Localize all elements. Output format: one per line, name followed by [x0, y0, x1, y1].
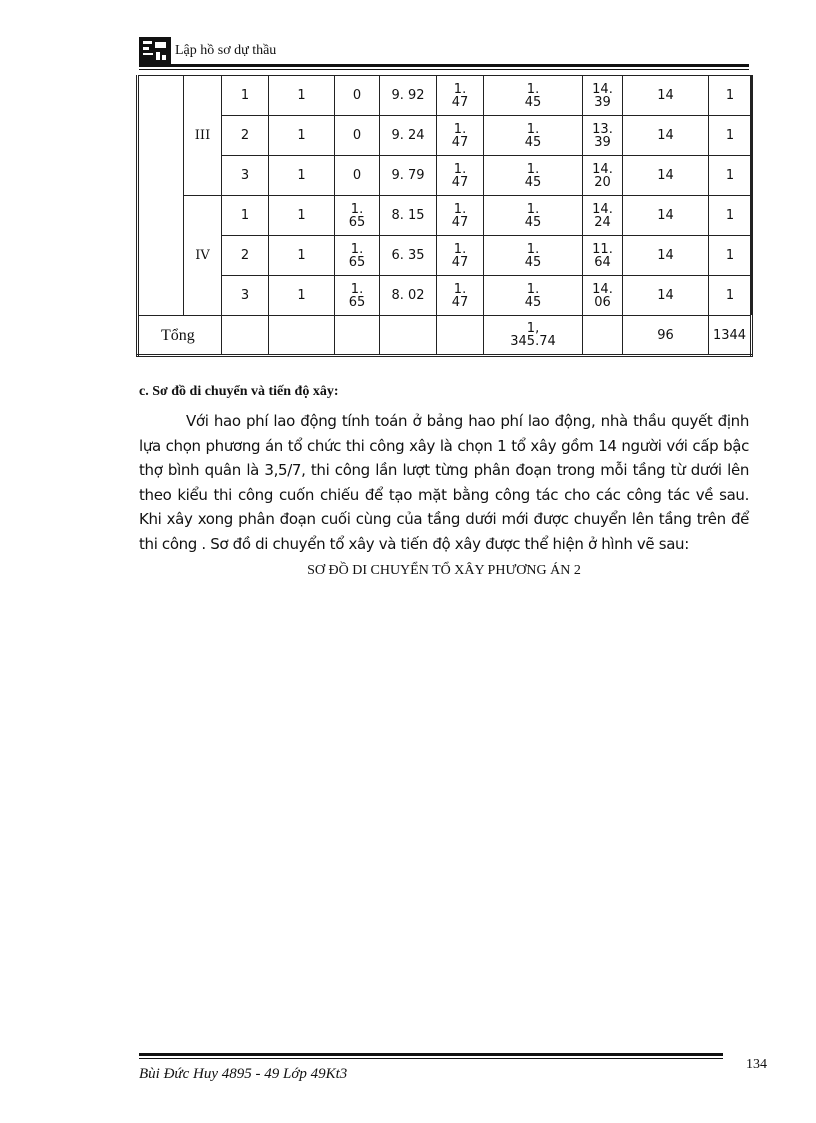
table-cell: 11. 64: [583, 236, 623, 276]
total-empty-cell: [222, 316, 269, 356]
table-cell: 1. 45: [484, 196, 583, 236]
table-cell: 1. 47: [437, 76, 484, 116]
table-cell: 1: [709, 76, 752, 116]
table-cell: 14. 24: [583, 196, 623, 236]
total-cell: 96: [623, 316, 709, 356]
table-cell: 2: [222, 236, 269, 276]
page-number: 134: [746, 1057, 767, 1072]
table-cell: 1. 65: [335, 236, 380, 276]
table-cell: 1: [709, 156, 752, 196]
table-cell: 8. 15: [380, 196, 437, 236]
table-cell: 13. 39: [583, 116, 623, 156]
table-cell: 1: [269, 116, 335, 156]
table-cell: 0: [335, 156, 380, 196]
total-cell: 1, 345.74: [484, 316, 583, 356]
total-empty-cell: [380, 316, 437, 356]
table-cell: 0: [335, 76, 380, 116]
table-row: [138, 156, 752, 196]
table-cell: 14: [623, 236, 709, 276]
table-cell: 1. 45: [484, 156, 583, 196]
diagram-title: SƠ ĐỒ DI CHUYỂN TỔ XÂY PHƯƠNG ÁN 2: [307, 563, 581, 578]
labor-table: [136, 75, 753, 357]
footer-rule: [139, 1053, 723, 1056]
table-cell: 1. 45: [484, 276, 583, 316]
table-cell: 14. 06: [583, 276, 623, 316]
total-cell: 1344: [709, 316, 752, 356]
table-cell: 14: [623, 276, 709, 316]
table-cell: 14. 20: [583, 156, 623, 196]
header-rule: [139, 64, 749, 67]
section-heading: c. Sơ đồ di chuyển và tiến độ xây:: [139, 384, 339, 399]
header-rule-thin: [139, 69, 749, 70]
floor-label: III: [184, 76, 222, 196]
footer-author: Bùi Đức Huy 4895 - 49 Lớp 49Kt3: [139, 1066, 348, 1082]
table-blank-cell: [138, 76, 184, 316]
total-row: [138, 316, 752, 356]
table-cell: 1. 65: [335, 196, 380, 236]
table-cell: 1. 45: [484, 116, 583, 156]
table-cell: 14: [623, 76, 709, 116]
table-cell: 8. 02: [380, 276, 437, 316]
table-cell: 1: [269, 196, 335, 236]
table-cell: 2: [222, 116, 269, 156]
table-cell: 1: [709, 276, 752, 316]
total-empty-cell: [335, 316, 380, 356]
table-row: [138, 116, 752, 156]
table-cell: 1: [709, 196, 752, 236]
table-row: [138, 76, 752, 116]
table-cell: 6. 35: [380, 236, 437, 276]
table-cell: 0: [335, 116, 380, 156]
table-cell: 1: [709, 236, 752, 276]
table-cell: 1: [269, 236, 335, 276]
table-cell: 1. 65: [335, 276, 380, 316]
table-cell: 1. 47: [437, 196, 484, 236]
table-cell: 1: [269, 276, 335, 316]
table-cell: 1: [222, 76, 269, 116]
table-cell: 14. 39: [583, 76, 623, 116]
table-cell: 3: [222, 156, 269, 196]
table-cell: 1: [222, 196, 269, 236]
table-cell: 1: [269, 156, 335, 196]
table-cell: 1. 47: [437, 236, 484, 276]
table-cell: 9. 24: [380, 116, 437, 156]
total-empty-cell: [269, 316, 335, 356]
table-cell: 1. 45: [484, 236, 583, 276]
table-cell: 14: [623, 196, 709, 236]
table-cell: 1. 47: [437, 156, 484, 196]
table-cell: 1. 45: [484, 76, 583, 116]
table-cell: 3: [222, 276, 269, 316]
total-empty-cell: [437, 316, 484, 356]
table-row: [138, 236, 752, 276]
footer-rule-thin: [139, 1058, 723, 1059]
table-cell: 1. 47: [437, 116, 484, 156]
section-paragraph: Với hao phí lao động tính toán ở bảng hao phí lao động, nhà thầu quyết định lựa chọn phương án tổ chức thi công xây là chọn 1 tổ xây gồm 14 người với cấp bậc thợ bình quân là 3,5/7, thi công lần lượt từng phân đoạn trong mỗi tầng từ dưới lên theo kiểu thi công cuốn chiếu để tạo mặt bằng công tác cho các công tác về sau. Khi xây xong phân đoạn cuối cùng của tầng dưới mới được chuyển lên tầng trên để thi công . Sơ đồ di chuyển tổ xây và tiến độ xây được thể hiện ở hình vẽ sau:: [139, 412, 749, 553]
floor-label: IV: [184, 196, 222, 316]
table-cell: 14: [623, 116, 709, 156]
total-empty-cell: [583, 316, 623, 356]
table-row: [138, 276, 752, 316]
table-cell: 9. 79: [380, 156, 437, 196]
table-cell: 14: [623, 156, 709, 196]
total-label: Tổng: [138, 316, 222, 356]
table-row: [138, 196, 752, 236]
table-cell: 1: [269, 76, 335, 116]
table-cell: 1: [709, 116, 752, 156]
document-logo-icon: [139, 37, 171, 65]
table-cell: 9. 92: [380, 76, 437, 116]
table-cell: 1. 47: [437, 276, 484, 316]
header-title: Lập hồ sơ dự thầu: [175, 43, 277, 58]
